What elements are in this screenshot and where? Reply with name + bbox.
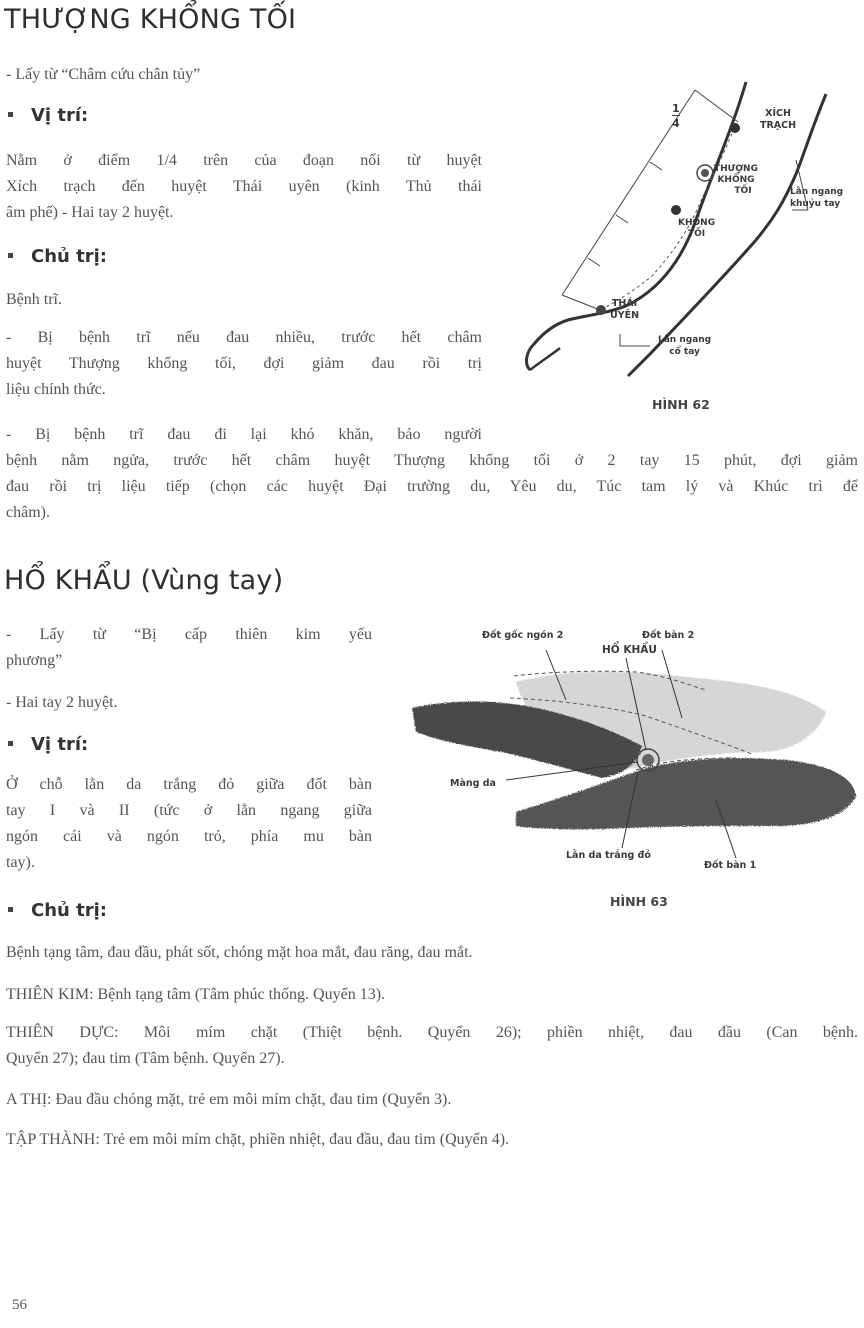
label-dot-goc-ngon2: Đốt gốc ngón 2 — [482, 630, 564, 641]
text-line: tay). — [6, 854, 35, 871]
ref-tap-thanh: TẬP THÀNH: Trẻ em môi mím chặt, phiền nhiệt, đau đầu, đau tim (Quyển 4). — [6, 1131, 510, 1148]
text-line: âm phế) - Hai tay 2 huyệt. — [6, 204, 174, 221]
chu-tri-heading — [8, 246, 107, 267]
text-line: bệnh nằm ngửa, trước hết châm huyệt Thượng khổng tối ở 2 tay 15 phút, đợi giảm — [6, 452, 858, 469]
note-paragraph-2 — [6, 422, 858, 526]
ref-thien-duc — [6, 1020, 858, 1072]
label-lan-ngang-khuyu: Lằn ngang khuỷu tay — [790, 187, 844, 209]
figure-63 — [406, 620, 864, 920]
wrist-crease-pointer — [620, 334, 650, 346]
hand-outline — [530, 348, 560, 370]
chu-tri-text: Bệnh trĩ. — [6, 291, 62, 308]
vi-tri-label: Vị trí: — [31, 734, 89, 755]
vi-tri-label: Vị trí: — [31, 105, 89, 126]
text-line: Nằm ở điểm 1/4 trên của đoạn nối từ huyệt — [6, 152, 482, 169]
measure-tick-top — [695, 90, 738, 122]
text-line: đau rồi trị liệu tiếp (chọn các huyệt Đại trường du, Yêu du, Túc tam lý và Khúc trì để — [6, 478, 858, 495]
text-line: - Bị bệnh trĩ nếu đau nhiều, trước hết châm — [6, 329, 482, 346]
ho-khau-point — [642, 754, 654, 766]
figure-63-caption: HÌNH 63 — [610, 894, 668, 909]
label-khong-toi: KHỔNG TỐI — [678, 218, 716, 239]
bullet-icon — [8, 112, 13, 117]
label-ho-khau: HỔ KHẨU — [602, 644, 657, 656]
text-line: tay I và II (tức ở lằn ngang giữa — [6, 802, 372, 819]
source-line: - Lấy từ “Châm cứu chân tủy” — [6, 66, 201, 83]
thumb-shading — [516, 758, 856, 829]
label-thai-uyen: THÁI UYÊN — [610, 298, 640, 321]
text-line: Ở chỗ lằn da trắng đỏ giữa đốt bàn — [6, 776, 372, 793]
label-mang-da: Màng da — [450, 778, 496, 789]
text-line: Quyển 27); đau tim (Tâm bệnh. Quyển 27). — [6, 1050, 285, 1067]
text-line: phương” — [6, 652, 63, 669]
chu-tri-label: Chủ trị: — [31, 900, 107, 921]
vi-tri-heading-2 — [8, 734, 88, 755]
bullet-icon — [8, 741, 13, 746]
measure-tick — [588, 258, 600, 266]
figure-62-caption: HÌNH 62 — [652, 397, 710, 412]
vi-tri-paragraph-2 — [6, 772, 372, 876]
text-line: huyệt Thượng khổng tối, đợi giảm đau rồi trị — [6, 355, 482, 372]
khong-toi-point — [671, 205, 681, 215]
source-paragraph — [6, 622, 372, 674]
vi-tri-paragraph — [6, 148, 482, 226]
fraction-denominator: 4 — [672, 117, 680, 130]
figure-62 — [500, 70, 864, 420]
text-line: ngón cái và ngón trỏ, phía mu bàn — [6, 828, 372, 845]
text-line: - Bị bệnh trĩ đau đi lại khó khăn, bảo người — [6, 426, 482, 443]
hai-tay-text: - Hai tay 2 huyệt. — [6, 694, 118, 711]
label-xich-trach: XÍCH TRẠCH — [760, 108, 797, 131]
note-paragraph-1 — [6, 325, 482, 403]
ref-thien-kim: THIÊN KIM: Bệnh tạng tâm (Tâm phúc thống. Quyển 13). — [6, 986, 386, 1003]
xich-trach-point — [730, 123, 740, 133]
thuong-khong-toi-point — [701, 169, 709, 177]
text-line: THIÊN DỰC: Môi mím chặt (Thiệt bệnh. Quyển 26); phiền nhiệt, đau đầu (Can bệnh. — [6, 1024, 858, 1041]
chu-tri-line: Bệnh tạng tâm, đau đầu, phát sốt, chóng mặt hoa mắt, đau răng, đau mắt. — [6, 944, 473, 961]
section-title-ho-khau: HỔ KHẨU (Vùng tay) — [4, 565, 284, 596]
text-line: liệu chính thức. — [6, 381, 106, 398]
measure-tick-bottom — [562, 295, 600, 310]
section-title-thuong-khong-toi: THƯỢNG KHỔNG TỐI — [4, 4, 297, 35]
bullet-icon — [8, 253, 13, 258]
chu-tri-label: Chủ trị: — [31, 246, 107, 267]
text-line: Xích trạch đến huyệt Thái uyên (kinh Thủ thái — [6, 178, 482, 195]
label-thuong-khong-toi: THƯỢNG KHỔNG TỐI — [714, 164, 758, 196]
bullet-icon — [8, 907, 13, 912]
fraction-numerator: 1 — [672, 102, 680, 115]
label-lan-ngang-co: Lằn ngang cổ tay — [658, 335, 712, 357]
text-line: - Lấy từ “Bị cấp thiên kim yếu — [6, 626, 372, 643]
thai-uyen-point — [596, 305, 606, 315]
ref-a-thi: A THỊ: Đau đầu chóng mặt, trẻ em môi mím chặt, đau tim (Quyển 3). — [6, 1091, 452, 1108]
label-dot-ban1: Đốt bàn 1 — [704, 860, 757, 871]
page-number: 56 — [12, 1297, 27, 1313]
vi-tri-heading — [8, 105, 88, 126]
hand-diagram — [406, 620, 864, 880]
measure-tick — [650, 162, 662, 170]
measure-tick — [616, 215, 628, 223]
chu-tri-heading-2 — [8, 900, 107, 921]
label-lan-da: Lằn da trắng đỏ — [566, 850, 651, 861]
label-dot-ban2: Đốt bàn 2 — [642, 630, 695, 641]
fraction-label — [672, 102, 680, 130]
text-line: châm). — [6, 504, 50, 521]
